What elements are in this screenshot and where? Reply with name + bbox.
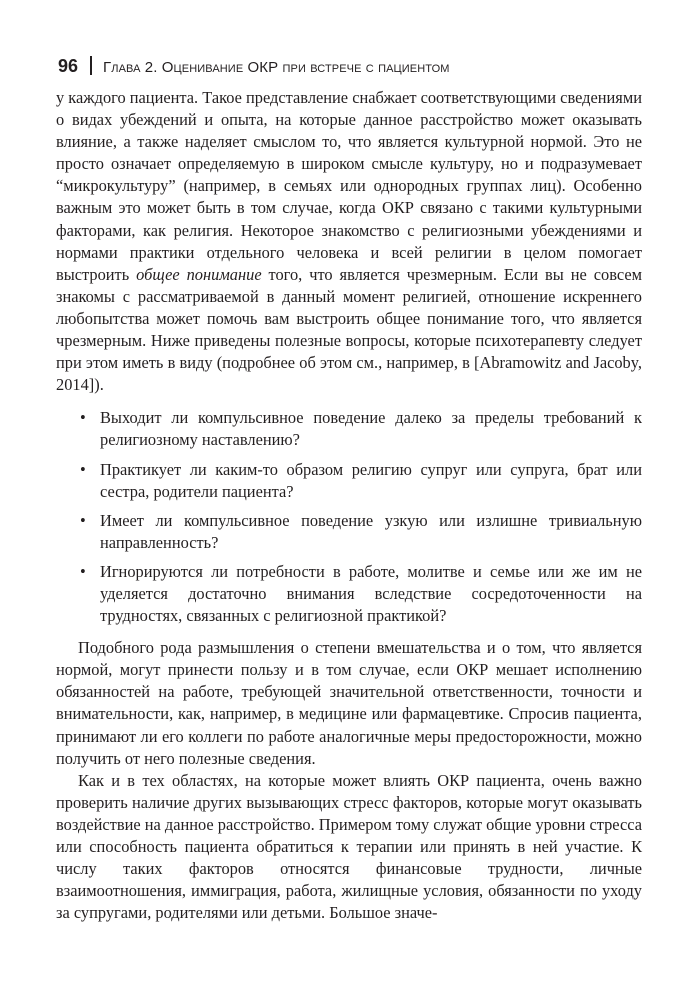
paragraph-1-emphasis: общее понимание — [136, 264, 262, 284]
list-item — [56, 510, 642, 554]
bullet-icon: • — [80, 408, 86, 428]
page-body — [56, 87, 642, 924]
list-item — [56, 561, 642, 627]
question-list — [56, 407, 642, 627]
list-item — [56, 407, 642, 451]
list-item — [56, 459, 642, 503]
paragraph-1-text-b: того, что является чрезмерным. Если вы не совсем знакомы с рассматриваемой в данный момент религией, отношение искреннего любопытства может помочь вам выстроить общее понимание того, что является чрезмерным. Ниже приведены полезные вопросы, которые психотерапевту следует при этом иметь в виду (подробнее об этом см., например, в [Abramowitz and Jacoby, 2014]). — [56, 264, 642, 395]
list-item-text: Практикует ли каким-то образом религию супруг или супруга, брат или сестра, родители пациента? — [100, 459, 642, 501]
list-item-text: Игнорируются ли потребности в работе, молитве и семье или же им не уделяется достаточно внимания вследствие сосредоточенности на трудностях, связанных с религиозной практикой? — [100, 561, 642, 626]
bullet-icon: • — [80, 459, 86, 479]
chapter-title: Глава 2. Оценивание ОКР при встрече с пациентом — [103, 59, 450, 76]
page-number: 96 — [58, 56, 79, 76]
list-item-text: Выходит ли компульсивное поведение далеко за пределы требований к религиозному наставлению? — [100, 408, 642, 450]
paragraph-2: Подобного рода размышления о степени вмешательства и о том, что является нормой, могут принести пользу и в том случае, если ОКР мешает исполнению обязанностей на работе, требующей значительной ответственности, точности и внимательности, как, например, в медицине или фармацевтике. Спросив пациента, принимают ли его коллеги по работе аналогичные меры предосторожности, можно получить от него полезные сведения. — [56, 638, 642, 768]
paragraph-1-text-a: у каждого пациента. Такое представление снабжает соответствующими сведениями о видах убеждений и опыта, на которые данное расстройство может оказывать влияние, а также наделяет смыслом то, что является культурной нормой. Это не просто означает определяемую в широком смысле культуру, но и подразумевает “микрокультуру” (например, в семьях или однородных группах лиц). Особенно важным это может быть в том случае, когда ОКР связано с такими культурными факторами, как религия. Некоторое знакомство с религиозными убеждениями и нормами практики отдельного человека и всей религии в целом помогает выстроить — [56, 88, 642, 284]
running-header — [56, 53, 642, 77]
list-item-text: Имеет ли компульсивное поведение узкую или излишне тривиальную направленность? — [100, 510, 642, 552]
bullet-icon: • — [80, 561, 86, 581]
bullet-icon: • — [80, 510, 86, 530]
paragraph-3: Как и в тех областях, на которые может влиять ОКР пациента, очень важно проверить наличие других вызывающих стресс факторов, которые могут оказывать воздействие на данное расстройство. Примером тому служат общие уровни стресса или способность пациента обратиться к терапии или принять в ней участие. К числу таких факторов относятся финансовые трудности, личные взаимоотношения, иммиграция, работа, жилищные условия, обязанности по уходу за супругами, родителями или детьми. Большое значе- — [56, 770, 642, 923]
paragraph-1 — [56, 87, 642, 396]
header-divider — [90, 56, 92, 75]
